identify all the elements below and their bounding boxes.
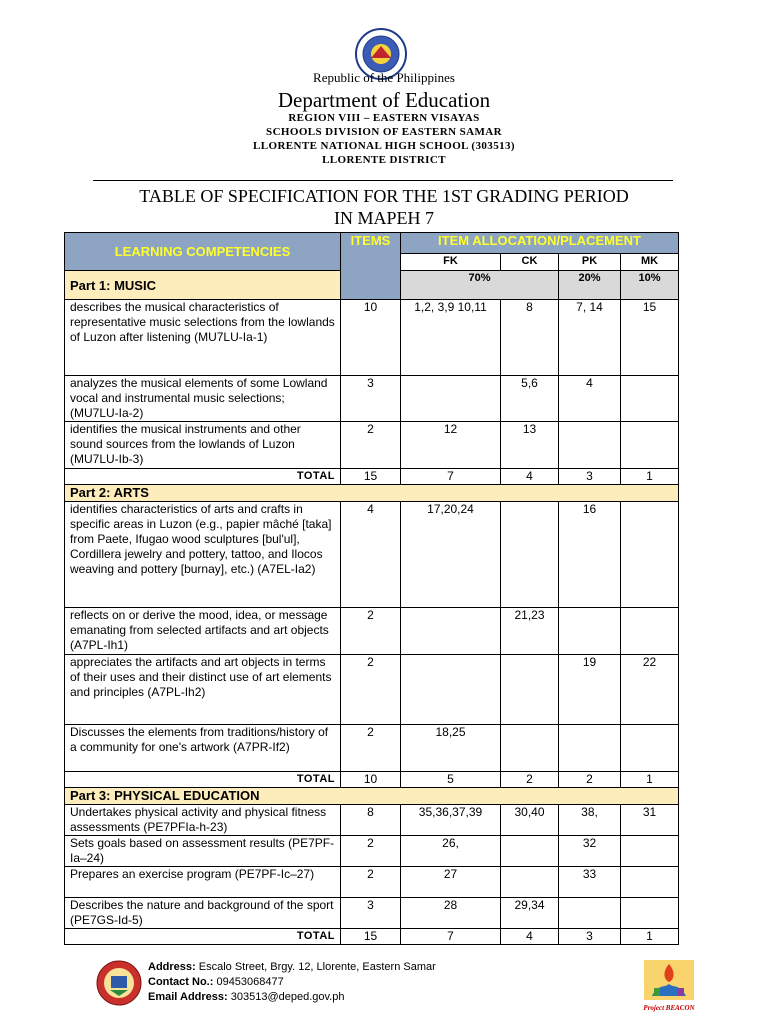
email-value: 303513@deped.gov.ph <box>230 991 345 1003</box>
competency-cell: Prepares an exercise program (PE7PF-Ic–27) <box>65 867 341 898</box>
fk-cell: 18,25 <box>401 725 501 772</box>
table-row <box>65 376 679 422</box>
ck-cell: 8 <box>501 300 559 376</box>
table-row <box>65 655 679 725</box>
items-cell: 2 <box>341 836 401 867</box>
ck-cell: 21,23 <box>501 608 559 655</box>
ck-cell <box>501 836 559 867</box>
fk-cell: 26, <box>401 836 501 867</box>
pk-cell <box>559 608 621 655</box>
table-row <box>65 898 679 929</box>
table-row <box>65 867 679 898</box>
ck-cell: 13 <box>501 422 559 469</box>
contact-label: Contact No.: <box>148 976 214 988</box>
contact-value: 09453068477 <box>216 976 284 988</box>
pct-fk-ck: 70% <box>401 271 559 300</box>
table-row <box>65 502 679 608</box>
fk-cell <box>401 376 501 422</box>
total-mk-cell: 1 <box>621 929 679 945</box>
total-row <box>65 772 679 788</box>
mk-cell: 31 <box>621 805 679 836</box>
fk-cell: 28 <box>401 898 501 929</box>
items-cell: 4 <box>341 502 401 608</box>
fk-cell: 35,36,37,39 <box>401 805 501 836</box>
mk-cell <box>621 502 679 608</box>
pct-pk: 20% <box>559 271 621 300</box>
items-cell: 2 <box>341 422 401 469</box>
mk-cell <box>621 725 679 772</box>
total-items-cell: 10 <box>341 772 401 788</box>
total-ck-cell: 2 <box>501 772 559 788</box>
total-label: TOTAL <box>65 929 341 945</box>
total-fk-cell: 7 <box>401 469 501 485</box>
total-mk-cell: 1 <box>621 772 679 788</box>
mk-cell <box>621 898 679 929</box>
items-cell: 2 <box>341 608 401 655</box>
total-pk-cell: 2 <box>559 772 621 788</box>
mk-cell <box>621 867 679 898</box>
part-heading: Part 2: ARTS <box>65 485 679 502</box>
project-beacon-logo-icon <box>640 958 698 1014</box>
total-label: TOTAL <box>65 469 341 485</box>
pk-cell: 19 <box>559 655 621 725</box>
total-row <box>65 929 679 945</box>
fk-cell: 1,2, 3,9 10,11 <box>401 300 501 376</box>
mk-cell <box>621 608 679 655</box>
table-row <box>65 805 679 836</box>
part-heading: Part 1: MUSIC <box>65 271 341 300</box>
competency-cell: identifies the musical instruments and other sound sources from the lowlands of Luzon (MU7LU-Ib-3) <box>65 422 341 469</box>
header-fk: FK <box>401 254 501 271</box>
pk-cell <box>559 422 621 469</box>
items-cell: 2 <box>341 655 401 725</box>
pk-cell: 16 <box>559 502 621 608</box>
total-pk-cell: 3 <box>559 469 621 485</box>
document-title: TABLE OF SPECIFICATION FOR THE 1ST GRADING PERIOD <box>139 186 629 206</box>
header-items: ITEMS <box>341 233 401 300</box>
mk-cell <box>621 836 679 867</box>
fk-cell: 27 <box>401 867 501 898</box>
division-label: SCHOOLS DIVISION OF EASTERN SAMAR <box>266 126 502 138</box>
total-ck-cell: 4 <box>501 469 559 485</box>
table-row <box>65 300 679 376</box>
total-items-cell: 15 <box>341 469 401 485</box>
pk-cell <box>559 898 621 929</box>
pk-cell: 4 <box>559 376 621 422</box>
pk-cell: 38, <box>559 805 621 836</box>
mk-cell <box>621 376 679 422</box>
school-logo-icon <box>96 960 142 1006</box>
district-label: LLORENTE DISTRICT <box>322 154 446 166</box>
pk-cell <box>559 725 621 772</box>
total-fk-cell: 7 <box>401 929 501 945</box>
mk-cell <box>621 422 679 469</box>
competency-cell: analyzes the musical elements of some Lowland vocal and instrumental music selections; (MU7LU-Ia-2) <box>65 376 341 422</box>
competency-cell: appreciates the artifacts and art objects in terms of their uses and their distinct use of art elements and principles (A7PL-Ih2) <box>65 655 341 725</box>
total-pk-cell: 3 <box>559 929 621 945</box>
header-pk: PK <box>559 254 621 271</box>
items-cell: 3 <box>341 898 401 929</box>
items-cell: 3 <box>341 376 401 422</box>
mk-cell: 22 <box>621 655 679 725</box>
fk-cell <box>401 655 501 725</box>
region-label: REGION VIII – EASTERN VISAYAS <box>288 112 480 124</box>
table-row <box>65 836 679 867</box>
ck-cell: 5,6 <box>501 376 559 422</box>
total-ck-cell: 4 <box>501 929 559 945</box>
header-ck: CK <box>501 254 559 271</box>
pk-cell: 7, 14 <box>559 300 621 376</box>
competency-cell: describes the musical characteristics of representative music selections from the lowlands of Luzon after listening (MU7LU-Ia-1) <box>65 300 341 376</box>
header-mk: MK <box>621 254 679 271</box>
address-label: Address: <box>148 961 196 973</box>
department-name: Department of Education <box>277 88 491 112</box>
total-mk-cell: 1 <box>621 469 679 485</box>
republic-label: Republic of the Philippines <box>313 70 455 85</box>
pk-cell: 32 <box>559 836 621 867</box>
table-row <box>65 608 679 655</box>
footer-contact <box>148 960 436 1005</box>
project-logo-text: Project BEACON <box>643 1004 695 1012</box>
part-heading: Part 3: PHYSICAL EDUCATION <box>65 788 679 805</box>
items-cell: 8 <box>341 805 401 836</box>
competency-cell: Describes the nature and background of the sport (PE7GS-Id-5) <box>65 898 341 929</box>
document-subtitle: IN MAPEH 7 <box>333 208 434 228</box>
items-cell: 10 <box>341 300 401 376</box>
fk-cell: 17,20,24 <box>401 502 501 608</box>
competency-cell: Sets goals based on assessment results (PE7PF-Ia–24) <box>65 836 341 867</box>
competency-cell: Undertakes physical activity and physical fitness assessments (PE7PFIa-h-23) <box>65 805 341 836</box>
ck-cell <box>501 502 559 608</box>
pct-mk: 10% <box>621 271 679 300</box>
specification-table <box>64 232 679 945</box>
fk-cell <box>401 608 501 655</box>
items-cell: 2 <box>341 725 401 772</box>
header-allocation: ITEM ALLOCATION/PLACEMENT <box>401 233 679 254</box>
address-value: Escalo Street, Brgy. 12, Llorente, Eastern Samar <box>198 961 436 973</box>
ck-cell <box>501 725 559 772</box>
school-label: LLORENTE NATIONAL HIGH SCHOOL (303513) <box>253 140 515 152</box>
header-divider <box>93 180 673 181</box>
ck-cell <box>501 867 559 898</box>
pk-cell: 33 <box>559 867 621 898</box>
total-label: TOTAL <box>65 772 341 788</box>
total-items-cell: 15 <box>341 929 401 945</box>
mk-cell: 15 <box>621 300 679 376</box>
total-row <box>65 469 679 485</box>
header-competencies: LEARNING COMPETENCIES <box>65 233 341 271</box>
table-row <box>65 725 679 772</box>
ck-cell <box>501 655 559 725</box>
ck-cell: 30,40 <box>501 805 559 836</box>
competency-cell: identifies characteristics of arts and crafts in specific areas in Luzon (e.g., papier mâché [taka] from Paete, Ifugao wood sculptures [bul'ul], Cordillera jewelry and pottery, tattoo, and Ilocos weaving and pottery [burnay], etc.) (A7EL-Ia2) <box>65 502 341 608</box>
items-cell: 2 <box>341 867 401 898</box>
table-row <box>65 422 679 469</box>
competency-cell: reflects on or derive the mood, idea, or message emanating from selected artifacts and art objects (A7PL-Ih1) <box>65 608 341 655</box>
competency-cell: Discusses the elements from traditions/history of a community for one's artwork (A7PR-If2) <box>65 725 341 772</box>
fk-cell: 12 <box>401 422 501 469</box>
email-label: Email Address: <box>148 991 228 1003</box>
total-fk-cell: 5 <box>401 772 501 788</box>
ck-cell: 29,34 <box>501 898 559 929</box>
